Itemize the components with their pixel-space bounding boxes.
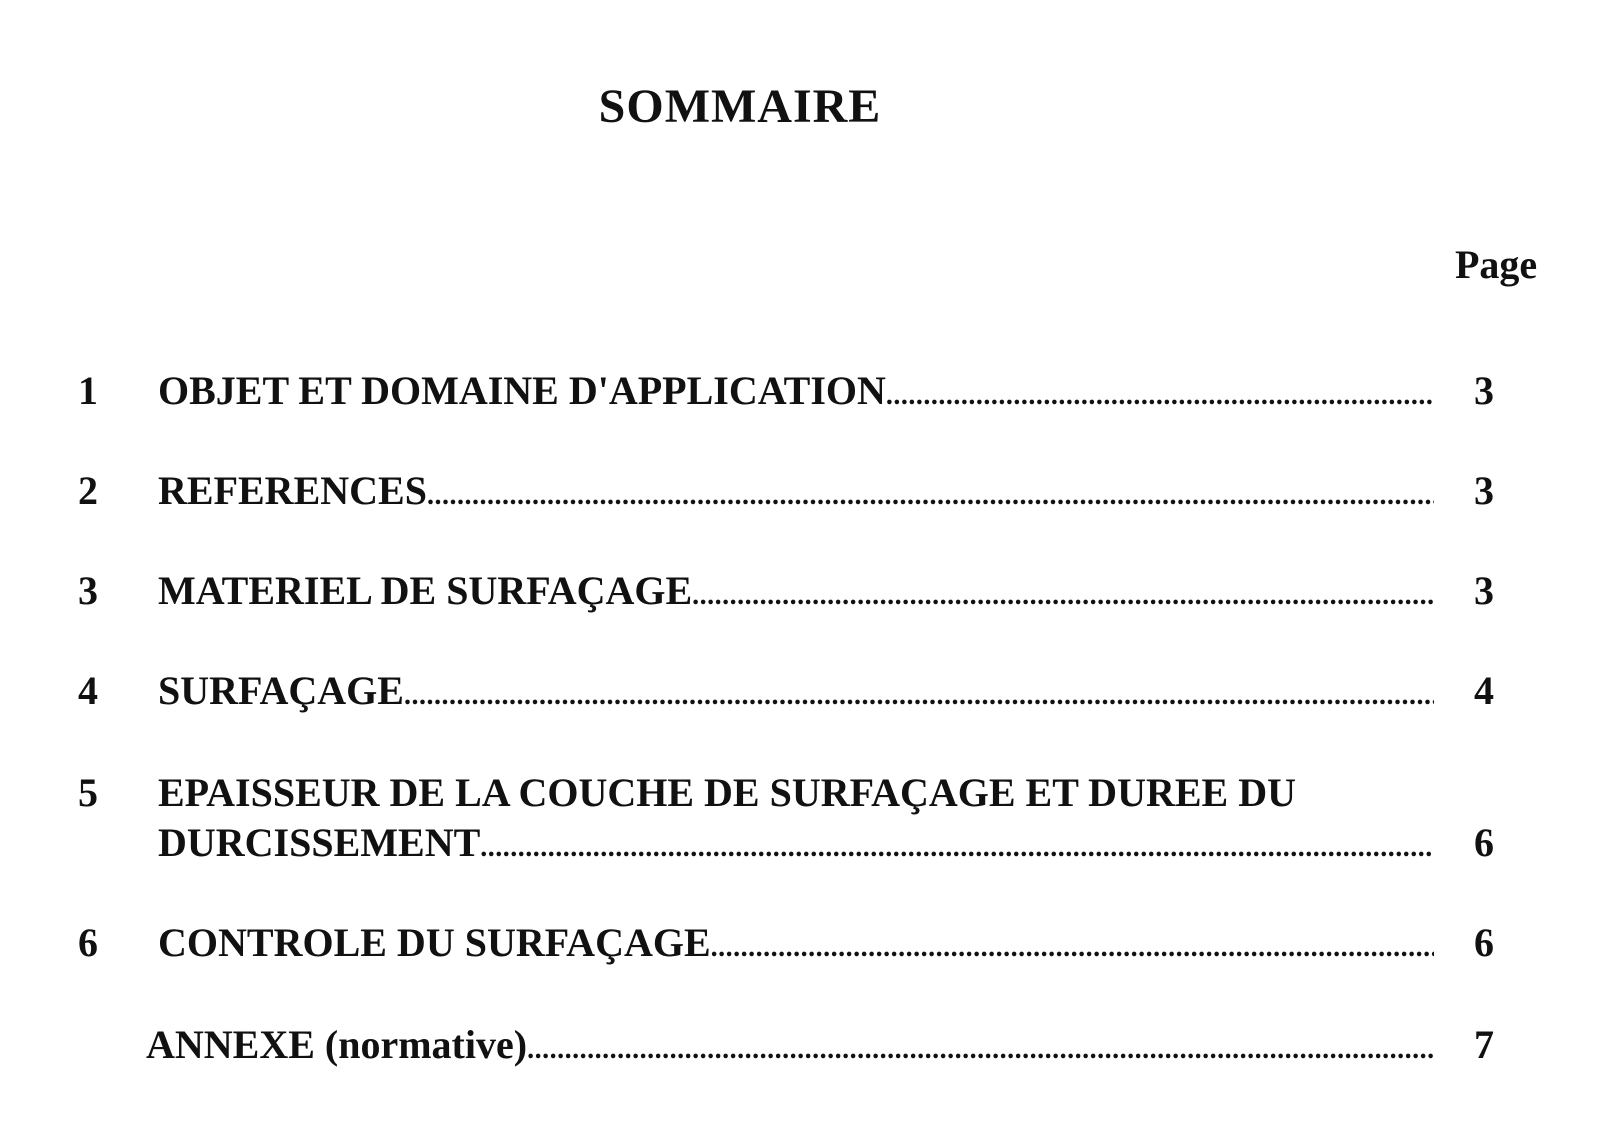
toc-entry-text: OBJET ET DOMAINE D'APPLICATION xyxy=(158,368,886,413)
toc-entry-text: MATERIEL DE SURFAÇAGE xyxy=(158,568,693,613)
dot-leader xyxy=(480,823,1434,873)
toc-entry-number: 4 xyxy=(78,668,98,713)
document-title: SOMMAIRE xyxy=(598,80,882,133)
dot-leader xyxy=(427,471,1434,521)
toc-entry-text: EPAISSEUR DE LA COUCHE DE SURFAÇAGE ET DUREE DU xyxy=(158,770,1296,815)
toc-entry-page: 6 xyxy=(1474,920,1494,965)
toc-entry-title xyxy=(146,1020,1434,1075)
dot-leader xyxy=(527,1025,1434,1075)
toc-entry-text: REFERENCES xyxy=(158,468,427,513)
toc-entry-title xyxy=(158,566,1434,621)
toc-entry-title xyxy=(158,366,1434,421)
toc-entry-number: 6 xyxy=(78,920,98,965)
toc-entry-title xyxy=(158,466,1434,521)
toc-entry-text-continued: DURCISSEMENT xyxy=(158,820,481,865)
toc-entry-page: 3 xyxy=(1474,468,1494,513)
toc-entry-number: 2 xyxy=(78,468,98,513)
toc-entry-page: 6 xyxy=(1474,820,1494,865)
page-column-header: Page xyxy=(1455,242,1538,287)
toc-entry-title xyxy=(158,666,1434,721)
toc-entry-number: 1 xyxy=(78,368,98,413)
toc-entry-page: 7 xyxy=(1474,1022,1494,1067)
toc-entry-title xyxy=(158,768,1434,873)
toc-entry-text: CONTROLE DU SURFAÇAGE xyxy=(158,920,711,965)
toc-entry-page: 3 xyxy=(1474,568,1494,613)
dot-leader xyxy=(404,671,1434,721)
dot-leader xyxy=(886,371,1434,421)
toc-entry-number: 5 xyxy=(78,770,98,815)
toc-entry-page: 3 xyxy=(1474,368,1494,413)
dot-leader xyxy=(692,571,1434,621)
toc-entry-text: ANNEXE (normative) xyxy=(146,1022,528,1067)
toc-entry-text: SURFAÇAGE xyxy=(158,668,404,713)
toc-entry-number: 3 xyxy=(78,568,98,613)
dot-leader xyxy=(711,923,1434,973)
toc-entry-title xyxy=(158,918,1434,973)
toc-entry-page: 4 xyxy=(1474,668,1494,713)
